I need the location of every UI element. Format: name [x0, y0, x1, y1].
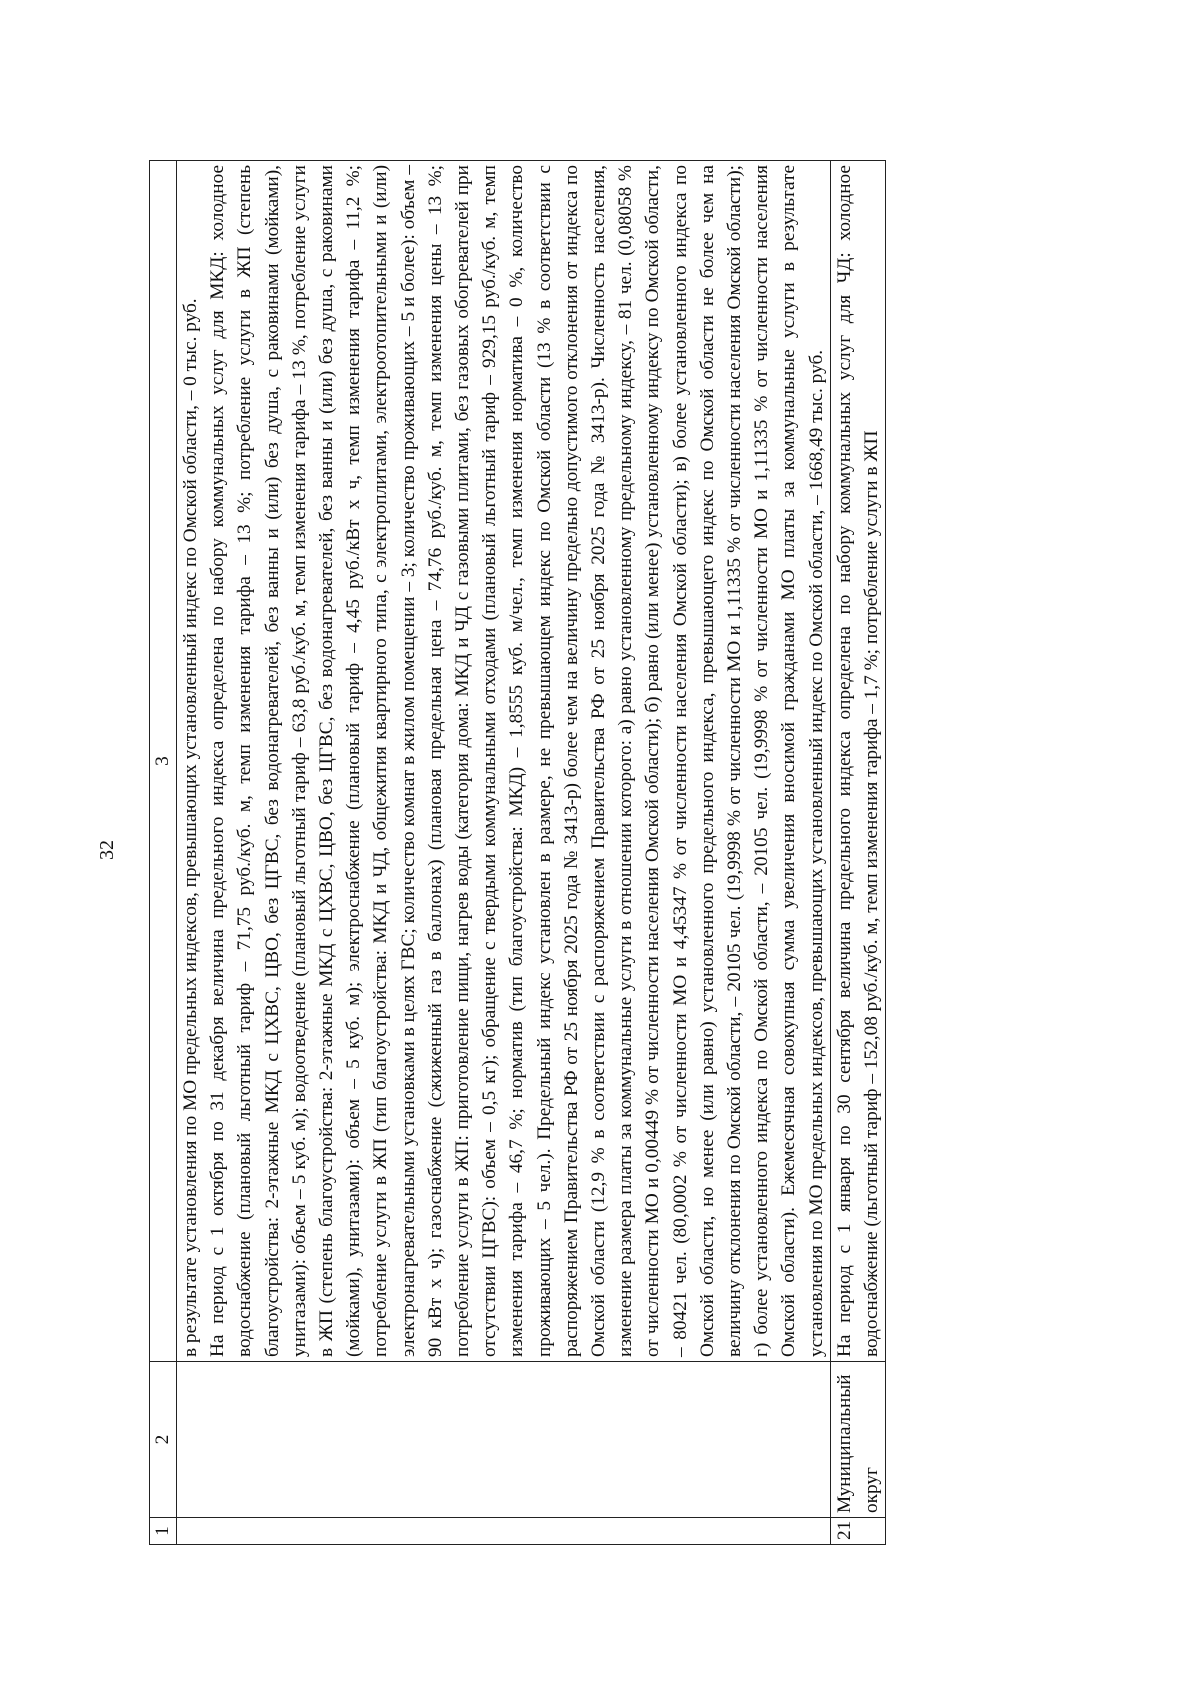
paragraph: На период с 1 октября по 31 декабря величина предельного индекса определена по набору коммунальных услуг для МКД: холодное водоснабжение (плановый льготный тариф – 71,75 руб./куб. м, темп изменения тарифа – 13 %; потребление услуги в ЖП (степень благоустройства: 2-этажные МКД с ЦХВС, ЦВО, без ЦГВС, без водонагревателей, без ванны и (или) без душа, с раковинами (мойками), унитазами): объем – 5 куб. м); водоотведение (плановый льготный тариф – 63,8 руб./куб. м, темп изменения тарифа – 13 %, потребление услуги в ЖП (степень благоустройства: 2-этажные МКД с ЦХВС, ЦВО, без ЦГВС, без водонагревателей, без ванны и (или) без душа, с раковинами (мойками), унитазами): объем – 5 куб. м); электроснабжение (плановый тариф – 4,45 руб./кВт x ч, темп изменения тарифа – 11,2 %; потребление услуги в ЖП (тип благоустройства: МКД и ЧД, общежития квартирного типа, с электроплитами, электроотопительными и (или) электронагревательными установками в целях ГВС; количество комнат в жилом помещении – 3; количество проживающих – 5 и более): объем – 90 кВт x ч); газоснабжение (сжиженный газ в баллонах) (плановая предельная цена – 74,76 руб./куб. м, темп изменения цены – 13 %; потребление услуги в ЖП: приготовление пищи, нагрев воды (категория дома: МКД и ЧД с газовыми плитами, без газовых обогревателей при отсутствии ЦГВС): объем – 0,5 кг); обращение с твердыми коммунальными отходами (плановый льготный тариф – 929,15 руб./куб. м, темп изменения тарифа – 46,7 %; норматив (тип благоустройства: МКД) – 1,8555 куб. м/чел., темп изменения норматива – 0 %, количество проживающих – 5 чел.). Предельный индекс установлен в размере, не превышающем индекс по Омской области (13 % в соответствии с распоряжением Правительства РФ от 25 ноября 2025 года № 3413-р) более чем на величину предельно допустимого отклонения от индекса по Омской области (12,9 % в соответствии с распоряжением Правительства РФ от 25 ноября 2025 года № 3413-р). Численность населения, изменение размера платы за коммунальные услуги в отношении которого: а) равно установленному предельному индексу, – 81 чел. (0,08058 % от численности МО и 0,00449 % от численности населения Омской области); б) равно (или менее) установленному индексу по Омской области, – 80421 чел. (80,0002 % от численности МО и 4,45347 % от численности населения Омской области); в) более установленного индекса по Омской области, но менее (или равно) установленного предельного индекса, превышающего индекс по Омской области не более чем на величину отклонения по Омской области, – 20105 чел. (19,9998 % от численности МО и 1,11335 % от численности населения Омской области); г) более установленного индекса по Омской области, – 20105 чел. (19,9998 % от численности МО и 1,11335 % от численности населения Омской области). Ежемесячная совокупная сумма увеличения вносимой гражданами МО платы за коммунальные услуги в результате установления по МО предельных индексов, превышающих установленный индекс по Омской области, – 1668,49 тыс. руб. — [207, 165, 827, 1357]
paragraph: в результате установления по МО предельных индексов, превышающих установленный индекс по Омской области, – 0 тыс. руб. — [180, 298, 201, 1357]
row-municipality: Муниципальный округ — [830, 1362, 885, 1518]
row-number: 21 — [830, 1518, 885, 1545]
column-header-3: 3 — [150, 161, 177, 1362]
column-header-1: 1 — [150, 1518, 177, 1545]
row-number — [177, 1518, 831, 1545]
document-sheet — [95, 130, 1105, 1570]
row-description — [830, 161, 885, 1362]
table-row — [177, 161, 831, 1545]
table-header-row — [150, 161, 177, 1545]
page-number: 32 — [96, 840, 118, 860]
row-description — [177, 161, 831, 1362]
column-header-2: 2 — [150, 1362, 177, 1518]
table-row — [830, 161, 885, 1545]
data-table — [149, 160, 886, 1545]
row-municipality — [177, 1362, 831, 1518]
paragraph: На период с 1 января по 30 сентября величина предельного индекса определена по набору коммунальных услуг для ЧД: холодное водоснабжение (льготный тариф – 152,08 руб./куб. м, темп изменения тарифа – 1,7 %; потребление услуги в ЖП — [833, 165, 883, 1357]
